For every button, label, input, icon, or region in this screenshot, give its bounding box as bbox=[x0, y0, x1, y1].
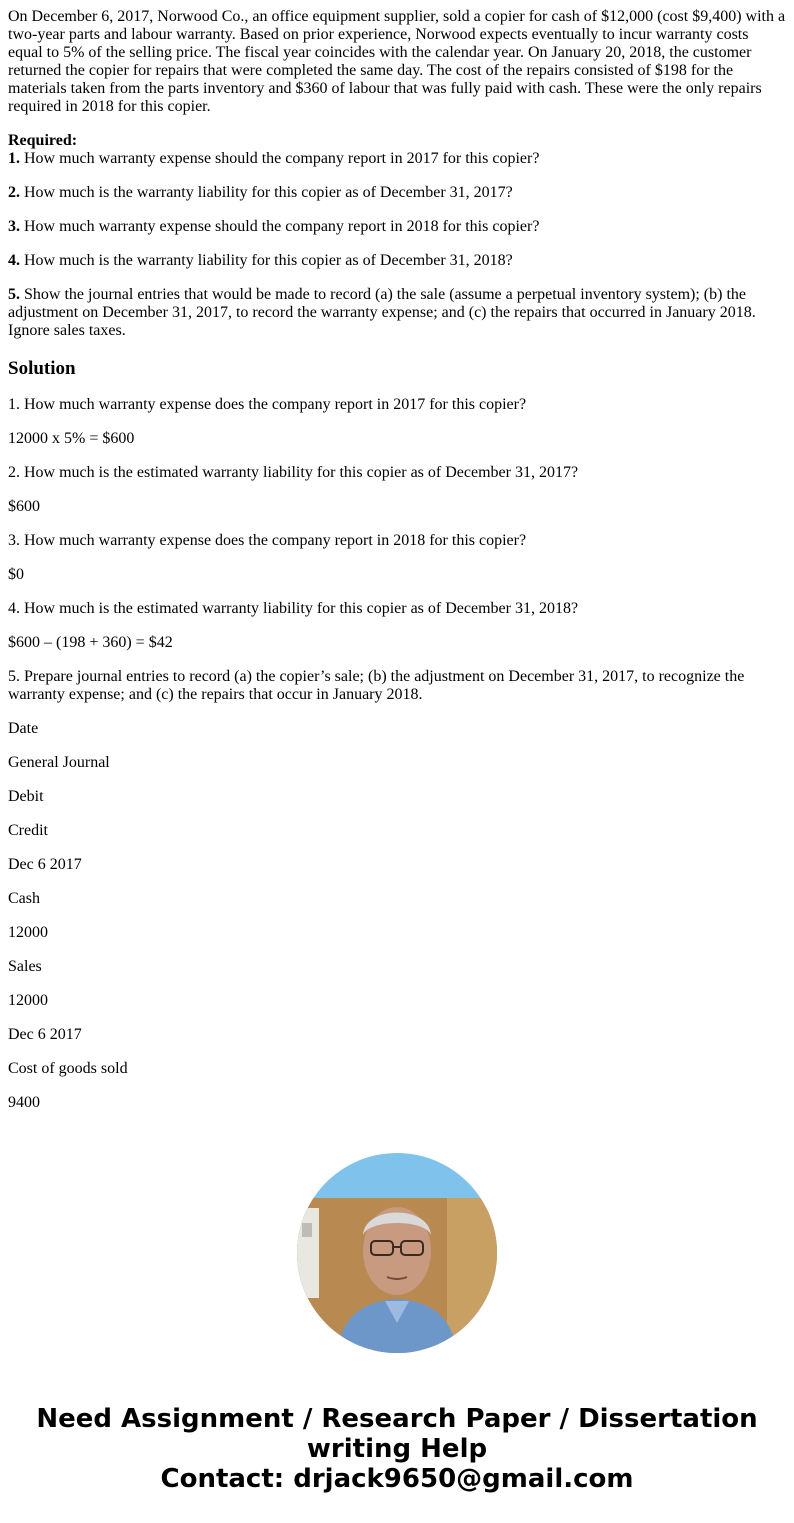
required-item-2 bbox=[8, 184, 786, 202]
solution-heading: Solution bbox=[8, 358, 76, 379]
journal-account: Sales bbox=[8, 958, 42, 975]
promo-banner bbox=[0, 1404, 794, 1494]
problem-intro: On December 6, 2017, Norwood Co., an office equipment supplier, sold a copier for cash of $12,000 (cost $9,400) with a two-year parts and labour warranty. Based on prior experience, Norwood expects eventually to incur warranty costs equal to 5% of the selling price. The fiscal year coincides with the calendar year. On January 20, 2018, the customer returned the copier for repairs that were completed the same day. The cost of the repairs consisted of $198 for the materials taken from the parts inventory and $360 of labour that was fully paid with cash. These were the only repairs required in 2018 for this copier. bbox=[8, 8, 786, 115]
solution-question-5: 5. Prepare journal entries to record (a) the copier’s sale; (b) the adjustment on December 31, 2017, to recognize the warranty expense; and (c) the repairs that occur in January 2018. bbox=[8, 668, 745, 703]
solution-question-2: 2. How much is the estimated warranty liability for this copier as of December 31, 2017? bbox=[8, 464, 579, 481]
journal-account: Cash bbox=[8, 890, 40, 907]
solution-answer-3: $0 bbox=[8, 566, 24, 583]
promo-contact: Contact: drjack9650@gmail.com bbox=[160, 1464, 634, 1494]
solution-question-3: 3. How much warranty expense does the company report in 2018 for this copier? bbox=[8, 532, 527, 549]
journal-header-credit: Credit bbox=[8, 822, 48, 839]
journal-amount: 12000 bbox=[8, 924, 48, 941]
required-item-number: 4. bbox=[8, 252, 20, 269]
journal-header-general-journal: General Journal bbox=[8, 754, 110, 771]
journal-account: Cost of goods sold bbox=[8, 1060, 128, 1077]
solution-answer-4: $600 – (198 + 360) = $42 bbox=[8, 634, 173, 651]
required-item-text: How much warranty expense should the company report in 2017 for this copier? bbox=[20, 150, 540, 167]
solution-question-1: 1. How much warranty expense does the company report in 2017 for this copier? bbox=[8, 396, 527, 413]
journal-date: Dec 6 2017 bbox=[8, 856, 82, 873]
solution-answer-2: $600 bbox=[8, 498, 40, 515]
required-title: Required: bbox=[8, 132, 78, 149]
required-item-text: Show the journal entries that would be made to record (a) the sale (assume a perpetual inventory system); (b) the adjustment on December 31, 2017, to record the warranty expense; and (c) the repairs that occurred in January 2018. Ignore sales taxes. bbox=[8, 286, 756, 339]
promo-line-1: Need Assignment / Research Paper / Dissertation bbox=[36, 1404, 758, 1434]
required-item-number: 2. bbox=[8, 184, 20, 201]
avatar bbox=[297, 1153, 497, 1353]
solution-question-4: 4. How much is the estimated warranty liability for this copier as of December 31, 2018? bbox=[8, 600, 579, 617]
person-photo-icon bbox=[297, 1153, 497, 1353]
required-item-number: 1. bbox=[8, 150, 20, 167]
journal-amount: 12000 bbox=[8, 992, 48, 1009]
journal-header-debit: Debit bbox=[8, 788, 44, 805]
required-item-number: 5. bbox=[8, 286, 20, 303]
required-item-4 bbox=[8, 252, 786, 270]
required-item-1 bbox=[8, 150, 786, 168]
required-item-text: How much is the warranty liability for this copier as of December 31, 2017? bbox=[20, 184, 513, 201]
required-item-text: How much warranty expense should the company report in 2018 for this copier? bbox=[20, 218, 540, 235]
required-item-5 bbox=[8, 286, 786, 340]
required-item-number: 3. bbox=[8, 218, 20, 235]
promo-line-2: writing Help bbox=[306, 1434, 488, 1464]
solution-body bbox=[8, 396, 786, 1112]
journal-header-date: Date bbox=[8, 720, 39, 737]
journal-date: Dec 6 2017 bbox=[8, 1026, 82, 1043]
solution-answer-1: 12000 x 5% = $600 bbox=[8, 430, 135, 447]
journal-amount: 9400 bbox=[8, 1094, 40, 1111]
required-item-3 bbox=[8, 218, 786, 236]
required-item-text: How much is the warranty liability for this copier as of December 31, 2018? bbox=[20, 252, 513, 269]
